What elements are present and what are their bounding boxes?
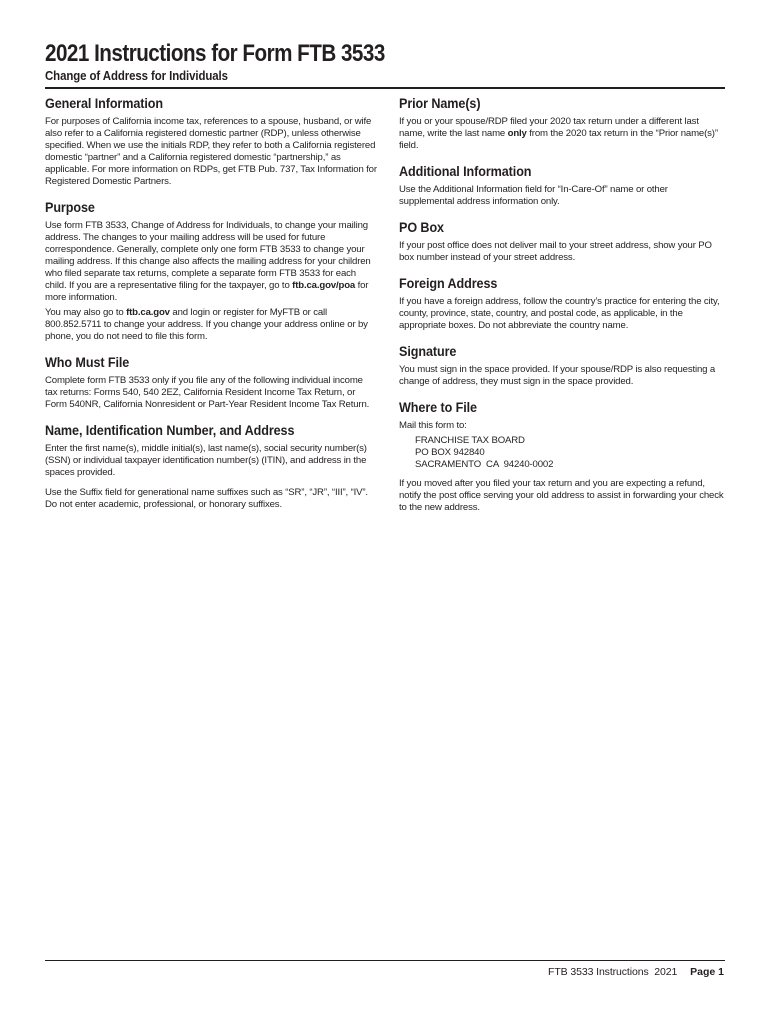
section-heading: PO Box [399,219,444,235]
header-rule [45,87,725,89]
page-footer [548,966,724,978]
paragraph: Enter the first name(s), middle initial(s), last name(s), social security number(s) (SSN) or individual taxpayer identification number(s) (ITIN), and address in the spaces provided. [45,443,367,478]
section-who-must-file [45,351,377,411]
address-line: PO BOX 942840 [415,447,485,458]
paragraph [45,220,377,304]
section-heading: Where to File [399,399,477,415]
section-po-box [399,216,725,264]
section-heading: General Information [45,95,164,111]
text-run: from the 2020 tax return in the “Prior name(s)” field. [399,128,718,151]
text-run: for more information. [45,280,369,303]
ftb-website-link[interactable]: ftb.ca.gov [126,307,170,318]
section-purpose [45,196,377,343]
section-heading: Name, Identification Number, and Address [45,422,295,438]
paragraph: If you have a foreign address, follow the country’s practice for entering the city, county, province, state, country, and postal code, as applicable, in the appropriate boxes. Do not abbreviate the country name. [399,296,720,331]
paragraph: For purposes of California income tax, references to a spouse, husband, or wife also refer to a California registered domestic partner (RDP), unless otherwise specified. When we use the initials RDP, they refer to both a California registered domestic “partner” and a California registered domestic “partnership,” as applicable. For more information on RDPs, get FTB Pub. 737, Tax Information for Registered Domestic Partners. [45,116,377,187]
paragraph [45,307,377,343]
section-heading: Purpose [45,199,95,215]
section-foreign-address [399,272,725,332]
section-heading: Foreign Address [399,275,498,291]
left-column [45,92,377,519]
paragraph [399,116,725,152]
section-heading: Additional Information [399,163,532,179]
section-prior-names [399,92,725,152]
text-run: and login or register for MyFTB or call 800.852.5711 to change your address. If you change your address online or by phone, you do not need to file this form. [45,307,368,342]
text-run: If you or your spouse/RDP filed your 2020 tax return under a different last name, write the last name [399,116,699,139]
paragraph: If you moved after you filed your tax return and you are expecting a refund, notify the post office serving your old address to assist in forwarding your check to the new address. [399,478,724,513]
page-number: Page 1 [690,966,724,978]
emphasis: only [507,128,527,139]
paragraph: Complete form FTB 3533 only if you file any of the following individual income tax returns: Forms 540, 540 2EZ, California Resident Income Tax Return, or Form 540NR, California Nonresident or Part-Year Resident Income Tax Return. [45,375,370,410]
section-heading: Who Must File [45,354,130,370]
section-signature [399,340,725,388]
page-subtitle: Change of Address for Individuals [45,68,228,83]
mailing-address [415,435,725,471]
right-column [399,92,725,522]
poa-link[interactable]: ftb.ca.gov/poa [292,280,356,291]
address-line: SACRAMENTO CA 94240-0002 [415,459,554,470]
text-run: Use form FTB 3533, Change of Address for Individuals, to change your mailing address. The changes to your mailing address will be used for future correspondence. Generally, complete only one form FTB 3533 to change your mailing address. If this change also affects the mailing address for your children who filed separate tax returns, complete a separate form FTB 3533 for each child. If you are a representative filing for the taxpayer, go to [45,220,371,291]
address-line: FRANCHISE TAX BOARD [415,435,525,446]
section-where-to-file [399,396,725,514]
section-name-id-address [45,419,377,511]
paragraph: You must sign in the space provided. If your spouse/RDP is also requesting a change of address, they must sign in the space provided. [399,364,716,387]
section-heading: Signature [399,343,457,359]
text-run: You may also go to [45,307,127,318]
paragraph: If your post office does not deliver mail to your street address, show your PO box number instead of your street address. [399,240,712,263]
footer-form-id: FTB 3533 Instructions 2021 [548,966,678,978]
paragraph: Use the Suffix field for generational name suffixes such as “SR”, “JR”, “III”, “IV”. Do not enter academic, professional, or honorary suffixes. [45,487,368,510]
section-additional-information [399,160,725,208]
footer-rule [45,960,725,961]
section-general-information [45,92,377,188]
paragraph: Mail this form to: [399,420,467,431]
section-heading: Prior Name(s) [399,95,481,111]
paragraph: Use the Additional Information field for “In-Care-Of” name or other supplemental address information only. [399,184,668,207]
page-title: 2021 Instructions for Form FTB 3533 [45,40,385,67]
